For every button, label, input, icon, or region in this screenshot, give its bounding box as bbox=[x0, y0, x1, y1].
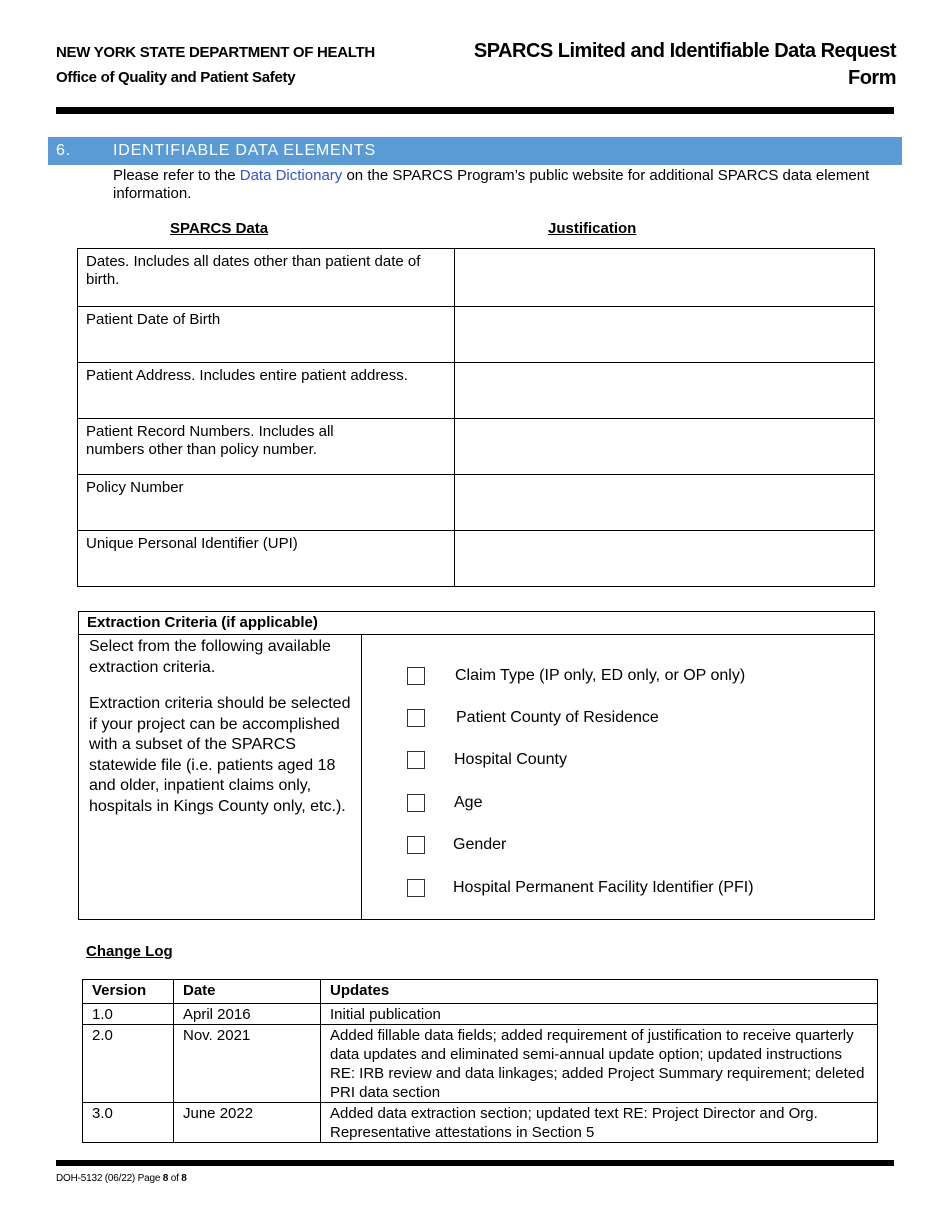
table-row bbox=[78, 249, 875, 307]
header-version: Version bbox=[83, 980, 174, 1004]
data-element-label: Unique Personal Identifier (UPI) bbox=[78, 531, 455, 587]
footer-rule bbox=[56, 1160, 894, 1166]
criterion-label: Patient County of Residence bbox=[456, 709, 659, 726]
table-row bbox=[78, 531, 875, 587]
table-header-row bbox=[83, 980, 878, 1004]
checkbox[interactable] bbox=[407, 794, 425, 812]
date-cell: June 2022 bbox=[174, 1103, 321, 1143]
form-title bbox=[436, 38, 896, 92]
page-footer bbox=[56, 1173, 187, 1184]
checkbox[interactable] bbox=[407, 879, 425, 897]
version-cell: 3.0 bbox=[83, 1103, 174, 1143]
form-code: DOH-5132 (06/22) Page bbox=[56, 1173, 163, 1184]
justification-field[interactable] bbox=[454, 475, 874, 531]
data-dictionary-link[interactable]: Data Dictionary bbox=[239, 167, 343, 184]
table-row bbox=[83, 1025, 878, 1103]
table-row bbox=[78, 307, 875, 363]
table-row bbox=[78, 419, 875, 475]
intro-text-after: on the SPARCS Program’s public website for additional SPARCS data element information. bbox=[113, 167, 870, 202]
date-cell: Nov. 2021 bbox=[174, 1025, 321, 1103]
section-title: IDENTIFIABLE DATA ELEMENTS bbox=[113, 142, 376, 159]
checkbox[interactable] bbox=[407, 836, 425, 854]
extraction-desc-1: Select from the following available extraction criteria. bbox=[89, 638, 331, 676]
checkbox[interactable] bbox=[407, 751, 425, 769]
criterion-label: Hospital Permanent Facility Identifier (PFI) bbox=[453, 879, 754, 896]
date-cell: April 2016 bbox=[174, 1004, 321, 1025]
extraction-options bbox=[363, 635, 874, 919]
criterion-label: Hospital County bbox=[454, 751, 567, 768]
checkbox[interactable] bbox=[407, 667, 425, 685]
page-of: of bbox=[168, 1173, 182, 1184]
table-row bbox=[83, 1004, 878, 1025]
data-element-label: Patient Record Numbers. Includes all numbers other than policy number. bbox=[78, 419, 455, 475]
criterion-label: Gender bbox=[453, 836, 507, 853]
header-date: Date bbox=[174, 980, 321, 1004]
page-number: 8 bbox=[162, 1173, 169, 1184]
extraction-desc-2: Extraction criteria should be selected if your project can be accomplished with a subset of the SPARCS statewide file (i.e. patients aged 18 and older, inpatient claims only, hospitals in Kings County only, etc.). bbox=[89, 695, 351, 815]
col-header-justification: Justification bbox=[548, 220, 637, 237]
justification-field[interactable] bbox=[454, 363, 874, 419]
section-intro bbox=[113, 167, 873, 203]
data-element-label: Dates. Includes all dates other than patient date of birth. bbox=[78, 249, 455, 307]
change-log-table bbox=[82, 979, 878, 1143]
intro-text-before: Please refer to the bbox=[113, 167, 240, 184]
header-updates: Updates bbox=[321, 980, 878, 1004]
justification-field[interactable] bbox=[454, 419, 874, 475]
office-name: Office of Quality and Patient Safety bbox=[56, 69, 296, 86]
data-element-label: Patient Address. Includes entire patient address. bbox=[78, 363, 455, 419]
extraction-description bbox=[79, 635, 362, 919]
justification-field[interactable] bbox=[454, 249, 874, 307]
extraction-criteria-box bbox=[78, 611, 875, 920]
table-row bbox=[78, 363, 875, 419]
header-left bbox=[56, 44, 375, 86]
criterion-label: Age bbox=[454, 794, 483, 811]
header-rule bbox=[56, 107, 894, 114]
section-number: 6. bbox=[56, 142, 71, 159]
data-element-label: Policy Number bbox=[78, 475, 455, 531]
table-row bbox=[78, 475, 875, 531]
version-cell: 2.0 bbox=[83, 1025, 174, 1103]
section-header bbox=[48, 137, 902, 165]
col-header-sparcs-data: SPARCS Data bbox=[170, 220, 269, 237]
extraction-criteria-title: Extraction Criteria (if applicable) bbox=[79, 612, 874, 635]
checkbox[interactable] bbox=[407, 709, 425, 727]
table-row bbox=[83, 1103, 878, 1143]
page-total: 8 bbox=[181, 1173, 187, 1184]
form-title-line2: Form bbox=[848, 67, 896, 89]
justification-field[interactable] bbox=[454, 531, 874, 587]
updates-cell: Added fillable data fields; added requirement of justification to receive quarterly data updates and eliminated semi-annual update option; updated instructions RE: IRB review and data linkages; added Project Summary requirement; deleted PRI data section bbox=[321, 1025, 878, 1103]
criterion-label: Claim Type (IP only, ED only, or OP only) bbox=[455, 667, 746, 684]
justification-field[interactable] bbox=[454, 307, 874, 363]
form-title-line1: SPARCS Limited and Identifiable Data Request bbox=[473, 40, 896, 62]
updates-cell: Initial publication bbox=[321, 1004, 878, 1025]
version-cell: 1.0 bbox=[83, 1004, 174, 1025]
change-log-title: Change Log bbox=[86, 943, 173, 960]
agency-name: NEW YORK STATE DEPARTMENT OF HEALTH bbox=[56, 44, 375, 61]
data-element-label: Patient Date of Birth bbox=[78, 307, 455, 363]
identifiable-data-table bbox=[77, 248, 875, 587]
updates-cell: Added data extraction section; updated text RE: Project Director and Org. Representative attestations in Section 5 bbox=[321, 1103, 878, 1143]
